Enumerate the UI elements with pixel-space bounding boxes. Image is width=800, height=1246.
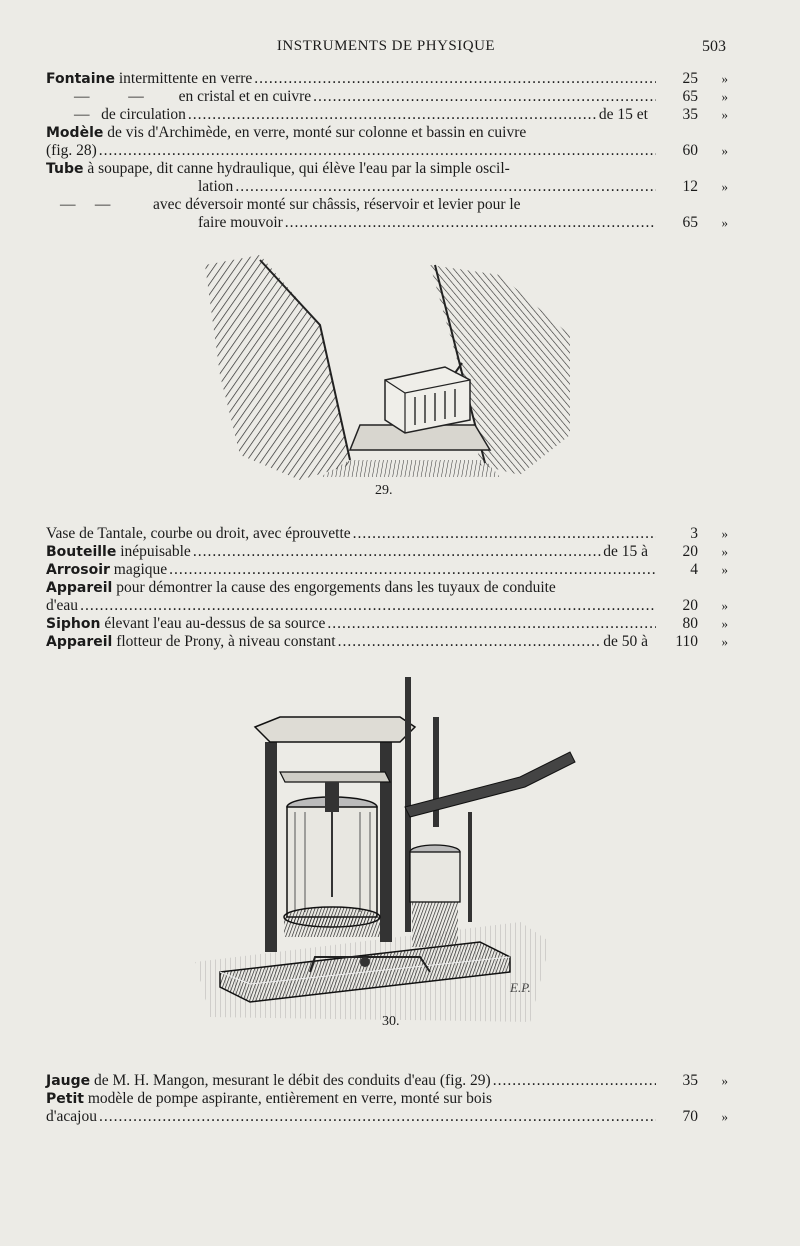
- trench-gauge-illustration: [200, 255, 580, 480]
- leader-dots: [327, 615, 656, 633]
- ditto-dashes: —: [74, 106, 90, 123]
- price-qualifier: de 50 à: [603, 633, 648, 650]
- leader-dots: [99, 142, 656, 160]
- entry-bouteille: [46, 543, 728, 561]
- entry-price: 4: [690, 561, 698, 578]
- entry-term: Bouteille: [46, 544, 117, 560]
- entry-tube: [46, 160, 728, 196]
- entry-term: Siphon: [46, 616, 101, 632]
- entry-siphon: [46, 615, 728, 633]
- price-list-section-2: [46, 525, 728, 651]
- entry-text-continued: lation: [198, 178, 234, 195]
- entry-term: Tube: [46, 161, 84, 177]
- entry-text: intermittente en verre: [118, 70, 253, 87]
- price-unit: »: [721, 107, 728, 122]
- entry-petit: [46, 1090, 728, 1126]
- entry-term: Appareil: [46, 580, 113, 596]
- entry-text-continued: faire mouvoir: [198, 214, 283, 231]
- entry-text-continued: d'eau: [46, 597, 79, 614]
- entry-text: Vase de Tantale, courbe ou droit, avec éprouvette: [46, 525, 351, 542]
- price-unit: »: [721, 562, 728, 577]
- price-unit: »: [721, 143, 728, 158]
- leader-dots: [254, 70, 656, 88]
- entry-price: 35: [682, 106, 698, 123]
- price-unit: »: [721, 215, 728, 230]
- entry-price: 65: [682, 88, 698, 105]
- entry-price: 60: [682, 142, 698, 159]
- leader-dots: [285, 214, 656, 232]
- price-unit: »: [721, 526, 728, 541]
- price-unit: »: [721, 1109, 728, 1124]
- entry-text: de M. H. Mangon, mesurant le débit des conduits d'eau (fig. 29): [94, 1072, 491, 1089]
- entry-term: Jauge: [46, 1073, 91, 1089]
- leader-dots: [193, 543, 601, 561]
- entry-text: modèle de pompe aspirante, entièrement en verre, monté sur bois: [87, 1090, 492, 1107]
- entry-price: 35: [682, 1072, 698, 1089]
- running-title: INSTRUMENTS DE PHYSIQUE: [276, 38, 496, 54]
- page-header: [46, 38, 726, 58]
- entry-price: 65: [682, 214, 698, 231]
- entry-price: 25: [682, 70, 698, 87]
- leader-dots: [99, 1108, 656, 1126]
- entry-price: 70: [682, 1108, 698, 1125]
- leader-dots: [313, 88, 656, 106]
- entry-fontaine-cristal: [46, 88, 728, 106]
- entry-text: en cristal et en cuivre: [178, 88, 312, 105]
- figure-caption: 30.: [382, 1014, 400, 1029]
- entry-text-continued: d'acajou: [46, 1108, 97, 1125]
- entry-term: Petit: [46, 1091, 84, 1107]
- leader-dots: [235, 178, 656, 196]
- entry-price: 80: [682, 615, 698, 632]
- price-qualifier: de 15 à: [603, 543, 648, 560]
- price-unit: »: [721, 616, 728, 631]
- entry-jauge: [46, 1072, 728, 1090]
- leader-dots: [493, 1072, 656, 1090]
- price-unit: »: [721, 634, 728, 649]
- entry-appareil-engorgements: [46, 579, 728, 615]
- price-unit: »: [721, 71, 728, 86]
- entry-price: 12: [682, 178, 698, 195]
- leader-dots: [338, 633, 602, 651]
- entry-term: Arrosoir: [46, 562, 110, 578]
- ditto-dashes: — —: [74, 88, 144, 105]
- entry-price: 3: [690, 525, 698, 542]
- entry-fontaine-circulation: [46, 106, 728, 124]
- engraver-signature: E.P.: [510, 980, 531, 995]
- entry-fontaine: [46, 70, 728, 88]
- entry-text: magique: [113, 561, 168, 578]
- entry-price: 110: [675, 633, 698, 650]
- entry-modele: [46, 124, 728, 160]
- leader-dots: [188, 106, 597, 124]
- entry-text: inépuisable: [120, 543, 191, 560]
- entry-text: de circulation: [101, 106, 186, 123]
- entry-arrosoir: [46, 561, 728, 579]
- page-number: 503: [702, 38, 726, 55]
- price-list-section-1: [46, 70, 728, 232]
- entry-appareil-prony: [46, 633, 728, 651]
- price-unit: »: [721, 598, 728, 613]
- entry-term: Fontaine: [46, 71, 115, 87]
- entry-term: Appareil: [46, 634, 113, 650]
- leader-dots: [353, 525, 656, 543]
- entry-vase: [46, 525, 728, 543]
- entry-price: 20: [682, 543, 698, 560]
- figure-caption: 29.: [375, 483, 393, 498]
- leader-dots: [80, 597, 656, 615]
- entry-text: avec déversoir monté sur châssis, réservoir et levier pour le: [153, 196, 521, 213]
- entry-text: à soupape, dit canne hydraulique, qui élève l'eau par la simple oscil-: [87, 160, 510, 177]
- entry-price: 20: [682, 597, 698, 614]
- leader-dots: [169, 561, 656, 579]
- figure-29-engraving: [200, 255, 580, 498]
- pump-apparatus-illustration: [190, 672, 590, 1032]
- entry-text: pour démontrer la cause des engorgements dans les tuyaux de conduite: [116, 579, 556, 596]
- price-qualifier: de 15 et: [598, 106, 648, 123]
- figure-30-engraving: [190, 672, 590, 1032]
- ditto-dashes: — —: [60, 196, 111, 213]
- price-list-section-3: [46, 1072, 728, 1126]
- entry-text: flotteur de Prony, à niveau constant: [116, 633, 336, 650]
- price-unit: »: [721, 1073, 728, 1088]
- entry-tube-deversoir: [46, 196, 728, 232]
- entry-text: de vis d'Archimède, en verre, monté sur colonne et bassin en cuivre: [107, 124, 527, 141]
- entry-text: élevant l'eau au-dessus de sa source: [104, 615, 326, 632]
- price-unit: »: [721, 179, 728, 194]
- entry-term: Modèle: [46, 125, 104, 141]
- entry-text-continued: (fig. 28): [46, 142, 97, 159]
- price-unit: »: [721, 89, 728, 104]
- price-unit: »: [721, 544, 728, 559]
